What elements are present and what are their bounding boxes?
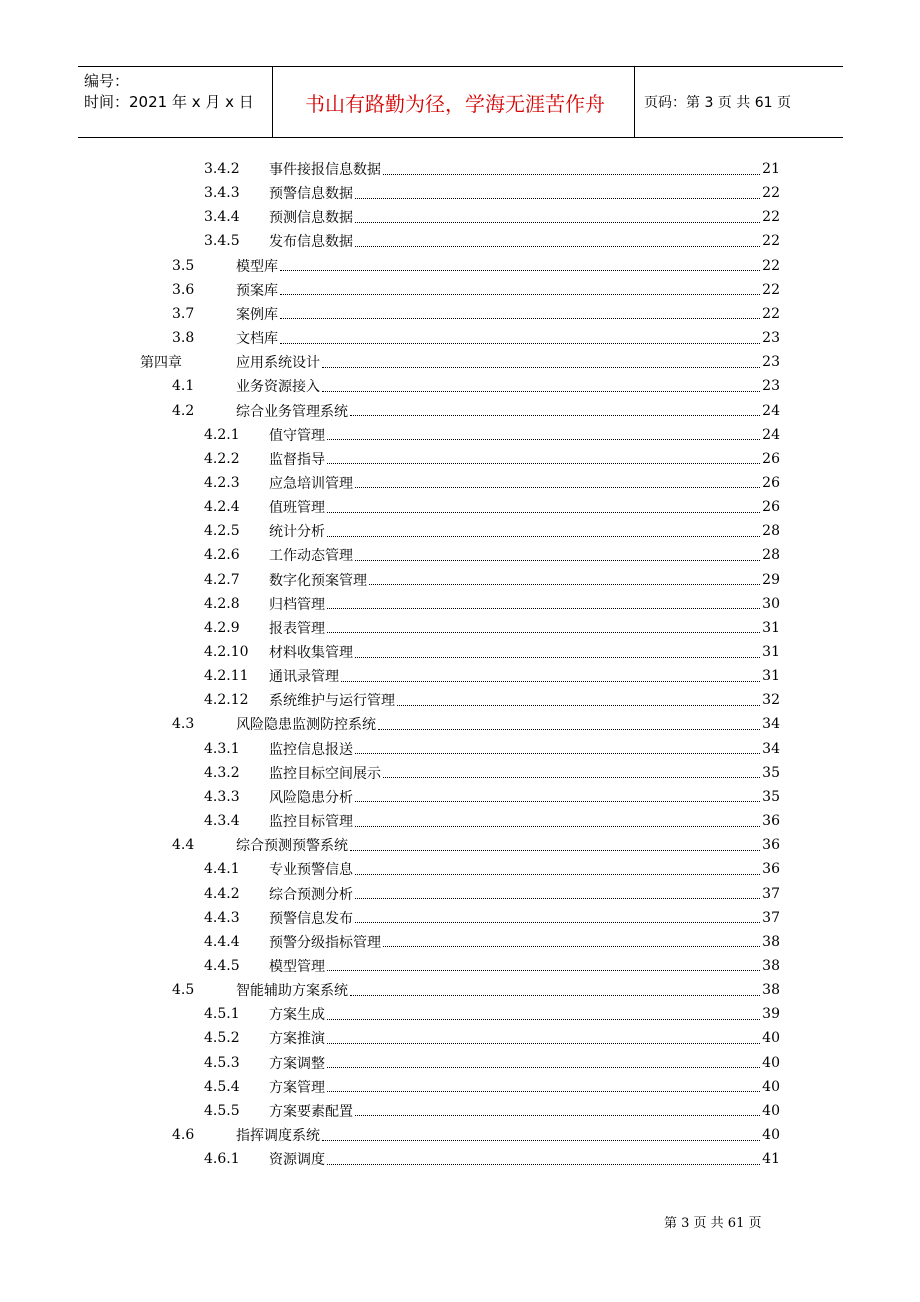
toc-entry-leader <box>327 970 760 971</box>
toc-entry-number: 3.7 <box>172 305 195 322</box>
page-footer: 第 3 页 共 61 页 <box>664 1216 762 1231</box>
toc-entry-page: 37 <box>762 909 780 926</box>
toc-entry-title: 方案推演 <box>269 1031 325 1048</box>
toc-entry-number: 4.4.4 <box>204 933 240 950</box>
toc-entry-page: 26 <box>762 450 780 467</box>
toc-entry-leader <box>350 995 760 996</box>
toc-entry-number: 3.4.5 <box>204 233 240 250</box>
toc-entry-leader <box>355 560 760 561</box>
toc-entry[interactable] <box>172 254 780 278</box>
toc-entry-leader <box>327 463 760 464</box>
toc-entry-page: 22 <box>762 233 780 250</box>
toc-entry-page: 23 <box>762 354 780 371</box>
toc-entry[interactable] <box>204 906 780 930</box>
toc-entry[interactable] <box>172 326 780 350</box>
header-page-info: 页码：第 3 页 共 61 页 <box>644 95 791 111</box>
toc-entry-page: 41 <box>762 1151 780 1168</box>
toc-entry-page: 22 <box>762 281 780 298</box>
toc-entry-title: 数字化预案管理 <box>269 572 367 589</box>
toc-entry-leader <box>383 946 760 947</box>
toc-entry[interactable] <box>204 447 780 471</box>
toc-entry-page: 37 <box>762 885 780 902</box>
toc-entry-leader <box>355 753 760 754</box>
toc-entry-number: 4.4.3 <box>204 909 240 926</box>
toc-entry-number: 4.2.9 <box>204 619 240 636</box>
toc-entry-leader <box>327 536 760 537</box>
toc-entry-leader <box>383 777 760 778</box>
toc-entry[interactable] <box>204 423 780 447</box>
toc-entry[interactable] <box>204 471 780 495</box>
toc-entry-number: 第四章 <box>140 355 182 372</box>
toc-entry-page: 24 <box>762 426 780 443</box>
toc-entry[interactable] <box>204 809 780 833</box>
toc-entry[interactable] <box>172 1123 780 1147</box>
toc-entry-leader <box>327 1091 760 1092</box>
toc-entry-page: 22 <box>762 185 780 202</box>
toc-entry[interactable] <box>204 664 780 688</box>
toc-entry[interactable] <box>172 302 780 326</box>
toc-entry[interactable] <box>172 278 780 302</box>
toc-entry-title: 方案管理 <box>269 1079 325 1096</box>
toc-entry[interactable] <box>204 543 780 567</box>
toc-entry-page: 39 <box>762 1006 780 1023</box>
toc-entry-title: 方案调整 <box>269 1055 325 1072</box>
page-header <box>78 66 843 138</box>
toc-entry-leader <box>350 850 760 851</box>
toc-entry-leader <box>355 246 760 247</box>
toc-entry[interactable] <box>204 1099 780 1123</box>
toc-entry-title: 预警分级指标管理 <box>269 934 381 951</box>
toc-entry-title: 工作动态管理 <box>269 548 353 565</box>
toc-entry-number: 4.5.3 <box>204 1054 240 1071</box>
header-meta <box>84 71 272 113</box>
toc-entry-page: 34 <box>762 716 780 733</box>
toc-entry[interactable] <box>204 954 780 978</box>
toc-entry[interactable] <box>204 640 780 664</box>
toc-entry[interactable] <box>204 688 780 712</box>
toc-entry[interactable] <box>204 495 780 519</box>
toc-entry-number: 4.2 <box>172 402 195 419</box>
toc-entry-number: 4.6 <box>172 1127 195 1143</box>
toc-entry-number: 4.2.12 <box>204 692 249 709</box>
toc-entry-page: 22 <box>762 209 780 226</box>
toc-entry-title: 案例库 <box>236 306 278 323</box>
toc-entry[interactable] <box>172 833 780 857</box>
toc-entry-leader <box>327 632 760 633</box>
toc-entry-page: 23 <box>762 330 780 347</box>
toc-entry-number: 4.4 <box>172 837 195 854</box>
toc-entry-leader <box>355 198 760 199</box>
toc-entry[interactable] <box>204 857 780 881</box>
toc-entry-leader <box>280 294 760 295</box>
toc-entry-title: 模型管理 <box>269 958 325 975</box>
toc-entry-title: 预警信息发布 <box>269 910 353 927</box>
toc-entry-title: 应急培训管理 <box>269 475 353 492</box>
toc-entry[interactable] <box>204 761 780 785</box>
header-number-label: 编号： <box>84 72 130 90</box>
toc-entry-number: 4.2.8 <box>204 595 240 612</box>
toc-entry-number: 3.5 <box>172 257 195 274</box>
toc-entry-title: 智能辅助方案系统 <box>236 983 348 1000</box>
toc-entry-number: 3.4.4 <box>204 209 240 226</box>
toc-entry-title: 方案要素配置 <box>269 1103 353 1120</box>
toc-entry-number: 4.2.4 <box>204 499 240 516</box>
toc-entry-page: 34 <box>762 740 780 757</box>
toc-entry-number: 4.2.11 <box>204 668 249 685</box>
toc-entry-leader <box>397 705 760 706</box>
toc-entry-leader <box>355 222 760 223</box>
toc-entry-page: 38 <box>762 957 780 974</box>
toc-entry[interactable] <box>204 616 780 640</box>
toc-entry-title: 监控目标管理 <box>269 814 353 831</box>
toc-entry-number: 3.4.3 <box>204 185 240 202</box>
toc-entry-leader <box>327 608 760 609</box>
toc-entry[interactable] <box>204 1147 780 1171</box>
toc-entry-page: 22 <box>762 257 780 274</box>
toc-entry-title: 资源调度 <box>269 1152 325 1169</box>
toc-entry[interactable] <box>204 1026 780 1050</box>
toc-entry-title: 方案生成 <box>269 1007 325 1024</box>
toc-entry-number: 4.3.2 <box>204 764 240 781</box>
toc-entry[interactable] <box>172 374 780 398</box>
toc-entry-leader <box>341 681 760 682</box>
toc-entry-leader <box>327 1043 760 1044</box>
toc-entry-page: 35 <box>762 788 780 805</box>
toc-entry-leader <box>355 922 760 923</box>
toc-entry-title: 事件接报信息数据 <box>269 162 381 178</box>
toc-entry-page: 22 <box>762 305 780 322</box>
toc-entry[interactable] <box>172 399 780 423</box>
toc-entry-page: 38 <box>762 982 780 999</box>
toc-entry[interactable] <box>204 519 780 543</box>
toc-entry-title: 风险隐患监测防控系统 <box>236 717 376 734</box>
toc-entry-leader <box>327 1067 760 1068</box>
toc-entry-title: 综合业务管理系统 <box>236 403 348 420</box>
toc-entry[interactable] <box>204 1075 780 1099</box>
toc-entry[interactable] <box>204 882 780 906</box>
toc-entry-title: 指挥调度系统 <box>236 1128 320 1144</box>
toc-entry-page: 23 <box>762 378 780 395</box>
toc-entry-page: 24 <box>762 402 780 419</box>
toc-entry[interactable] <box>204 205 780 229</box>
toc-entry-leader <box>355 898 760 899</box>
toc-entry-leader <box>327 1164 760 1165</box>
toc-entry-page: 29 <box>762 571 780 588</box>
header-divider-right <box>634 67 635 137</box>
toc-entry-number: 4.5.5 <box>204 1102 240 1119</box>
toc-entry-number: 3.8 <box>172 330 195 347</box>
toc-entry-page: 36 <box>762 813 780 830</box>
toc-entry-leader <box>322 367 760 368</box>
toc-entry-number: 3.6 <box>172 281 195 298</box>
toc-entry-leader <box>280 343 760 344</box>
toc-entry-page: 31 <box>762 619 780 636</box>
toc-entry-page: 40 <box>762 1102 780 1119</box>
toc-entry-number: 4.3.1 <box>204 740 240 757</box>
toc-entry-leader <box>355 1115 760 1116</box>
toc-entry-title: 归档管理 <box>269 596 325 613</box>
toc-entry-leader <box>327 439 760 440</box>
toc-entry-title: 值守管理 <box>269 427 325 444</box>
toc-entry-number: 4.5.4 <box>204 1078 240 1095</box>
toc-entry-leader <box>280 318 760 319</box>
toc-entry-page: 31 <box>762 668 780 685</box>
toc-entry-page: 40 <box>762 1030 780 1047</box>
header-motto: 书山有路勤为径，学海无涯苦作舟 <box>305 91 605 116</box>
toc-entry-page: 40 <box>762 1054 780 1071</box>
toc-entry-number: 4.2.3 <box>204 474 240 491</box>
toc-entry[interactable] <box>204 737 780 761</box>
toc-entry-number: 4.2.10 <box>204 644 249 660</box>
toc-entry-number: 4.5.2 <box>204 1030 240 1047</box>
toc-entry-number: 4.3 <box>172 716 195 733</box>
toc-entry-leader <box>327 1019 760 1020</box>
toc-entry-number: 4.4.5 <box>204 957 240 974</box>
toc-entry-leader <box>378 729 760 730</box>
toc-entry[interactable] <box>204 157 780 181</box>
toc-entry-title: 业务资源接入 <box>236 379 320 396</box>
toc-entry-title: 监控信息报送 <box>269 741 353 758</box>
toc-entry-title: 监控目标空间展示 <box>269 765 381 782</box>
toc-entry-number: 4.3.3 <box>204 788 240 805</box>
toc-entry-page: 21 <box>762 161 780 177</box>
toc-entry-leader <box>327 512 760 513</box>
toc-entry-leader <box>355 826 760 827</box>
toc-entry-page: 26 <box>762 499 780 516</box>
toc-entry-title: 风险隐患分析 <box>269 789 353 806</box>
toc-entry-number: 4.2.5 <box>204 523 240 540</box>
toc-entry-title: 预案库 <box>236 282 278 299</box>
toc-entry-page: 30 <box>762 595 780 612</box>
toc-entry-page: 26 <box>762 474 780 491</box>
header-time-label: 时间：2021 年 x 月 x 日 <box>84 93 254 111</box>
toc-entry-number: 4.6.1 <box>204 1151 240 1168</box>
toc-entry[interactable] <box>204 1002 780 1026</box>
toc-entry-number: 4.4.1 <box>204 861 240 878</box>
toc-entry-title: 应用系统设计 <box>236 355 320 372</box>
toc-entry-title: 综合预测预警系统 <box>236 838 348 855</box>
toc-entry-leader <box>350 415 760 416</box>
toc-entry-title: 监督指导 <box>269 451 325 468</box>
toc-entry-page: 32 <box>762 692 780 709</box>
toc-entry-title: 预测信息数据 <box>269 210 353 227</box>
toc-entry-title: 材料收集管理 <box>269 645 353 661</box>
toc-entry-title: 值班管理 <box>269 500 325 517</box>
toc-entry-leader <box>322 1140 760 1141</box>
toc-entry[interactable] <box>204 229 780 253</box>
toc-entry[interactable] <box>204 930 780 954</box>
toc-entry-page: 38 <box>762 933 780 950</box>
toc-entry-title: 预警信息数据 <box>269 186 353 203</box>
toc-entry[interactable] <box>204 785 780 809</box>
toc-entry-page: 36 <box>762 861 780 878</box>
toc-entry-title: 发布信息数据 <box>269 234 353 251</box>
toc-entry-leader <box>322 391 760 392</box>
toc-entry-number: 3.4.2 <box>204 161 240 177</box>
toc-entry-number: 4.5 <box>172 982 195 999</box>
toc-entry-leader <box>355 874 760 875</box>
toc-entry-title: 系统维护与运行管理 <box>269 693 395 710</box>
toc-entry-page: 40 <box>762 1127 780 1143</box>
toc-entry-title: 通讯录管理 <box>269 669 339 686</box>
toc-entry-number: 4.1 <box>172 378 195 395</box>
toc-entry-page: 28 <box>762 547 780 564</box>
toc-entry-title: 报表管理 <box>269 620 325 637</box>
toc-entry-leader <box>355 801 760 802</box>
toc-entry[interactable] <box>204 1051 780 1075</box>
toc-entry[interactable] <box>204 568 780 592</box>
toc-entry-title: 文档库 <box>236 331 278 348</box>
toc-entry-page: 36 <box>762 837 780 854</box>
toc-entry-leader <box>383 174 760 175</box>
toc-entry-page: 35 <box>762 764 780 781</box>
toc-entry-number: 4.3.4 <box>204 813 240 830</box>
toc-entry-title: 综合预测分析 <box>269 886 353 903</box>
toc-entry-page: 31 <box>762 644 780 660</box>
toc-entry[interactable] <box>204 181 780 205</box>
toc-entry-title: 统计分析 <box>269 524 325 541</box>
toc-entry-leader <box>355 657 760 658</box>
toc-entry-page: 28 <box>762 523 780 540</box>
toc-entry[interactable] <box>172 712 780 736</box>
toc-entry-number: 4.2.1 <box>204 426 240 443</box>
toc-entry-leader <box>355 487 760 488</box>
toc-entry-number: 4.2.2 <box>204 450 240 467</box>
toc-entry-title: 模型库 <box>236 258 278 275</box>
toc-entry-number: 4.2.6 <box>204 547 240 564</box>
toc-entry-number: 4.4.2 <box>204 885 240 902</box>
header-divider-left <box>272 67 273 137</box>
toc-entry-leader <box>280 270 760 271</box>
toc-entry-leader <box>369 584 760 585</box>
toc-entry-page: 40 <box>762 1078 780 1095</box>
toc-entry-title: 专业预警信息 <box>269 862 353 879</box>
toc-entry-number: 4.2.7 <box>204 571 240 588</box>
toc-entry-number: 4.5.1 <box>204 1006 240 1023</box>
toc-entry[interactable] <box>204 592 780 616</box>
toc-entry[interactable] <box>172 978 780 1002</box>
toc-entry[interactable] <box>140 350 780 374</box>
